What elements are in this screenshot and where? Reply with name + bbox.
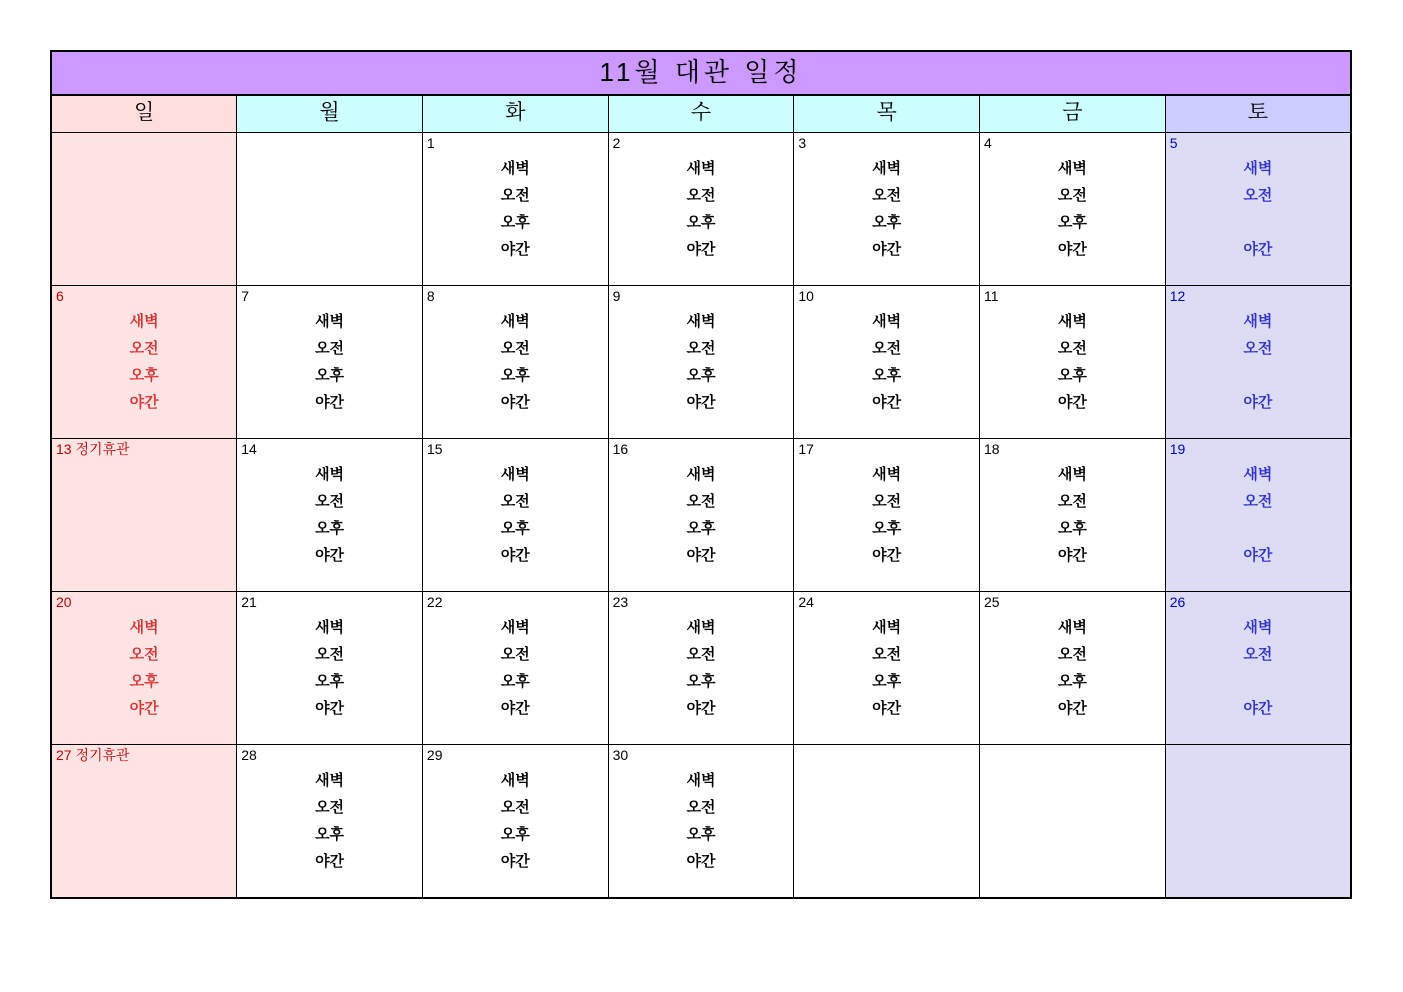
slot-empty: [1166, 668, 1350, 695]
day-number: 30: [612, 747, 629, 763]
slot-item[interactable]: 오전: [315, 340, 345, 357]
slot-list: [794, 592, 979, 722]
slot-list: [609, 592, 794, 722]
slot-item[interactable]: 오전: [315, 799, 345, 816]
day-number: 24: [798, 594, 814, 610]
slot-item[interactable]: 야간: [686, 700, 716, 717]
slot-list: [1166, 133, 1350, 263]
calendar-day-cell[interactable]: [51, 745, 237, 899]
calendar-day-cell[interactable]: [1165, 439, 1351, 592]
slot-item[interactable]: 새벽: [500, 619, 530, 636]
slot-item[interactable]: 새벽: [1243, 619, 1273, 636]
slot-list: [423, 592, 608, 722]
dow-header-sat: 토: [1165, 95, 1351, 133]
title-row: [51, 51, 1351, 95]
calendar-day-cell-empty[interactable]: [1165, 745, 1351, 899]
slot-list: [237, 592, 422, 722]
slot-item[interactable]: 야간: [500, 547, 530, 564]
day-number: 14: [241, 441, 257, 457]
slot-item[interactable]: 야간: [315, 700, 345, 717]
slot-item[interactable]: 오후: [315, 520, 345, 537]
calendar-day-cell[interactable]: [51, 439, 237, 592]
slot-item[interactable]: 오후: [500, 520, 530, 537]
slot-item[interactable]: 오후: [315, 673, 345, 690]
slot-item[interactable]: 새벽: [686, 466, 716, 483]
slot-item[interactable]: 오후: [686, 826, 716, 843]
day-number: 7: [241, 288, 249, 304]
day-number: 19: [1169, 441, 1186, 457]
slot-empty: [1166, 515, 1350, 542]
slot-item[interactable]: 야간: [500, 853, 530, 870]
dow-header-tue: 화: [422, 95, 608, 133]
calendar-week-row: [51, 592, 1351, 745]
calendar-day-cell[interactable]: [1165, 592, 1351, 745]
slot-item[interactable]: 오전: [872, 493, 902, 510]
slot-item[interactable]: 오후: [686, 367, 716, 384]
slot-item[interactable]: 새벽: [1243, 466, 1273, 483]
slot-list: [794, 439, 979, 569]
slot-item[interactable]: 야간: [1243, 241, 1273, 258]
calendar-day-cell[interactable]: [980, 592, 1166, 745]
slot-item[interactable]: 야간: [872, 700, 902, 717]
slot-item[interactable]: 오전: [686, 340, 716, 357]
slot-item[interactable]: 오후: [1057, 673, 1087, 690]
calendar-day-cell-empty[interactable]: [237, 133, 423, 286]
slot-item[interactable]: 야간: [686, 853, 716, 870]
slot-item[interactable]: 새벽: [1243, 160, 1273, 177]
slot-list: [423, 286, 608, 416]
slot-item[interactable]: 오전: [872, 187, 902, 204]
dow-header-thu: 목: [794, 95, 980, 133]
slot-item[interactable]: 새벽: [129, 619, 159, 636]
slot-item[interactable]: 새벽: [872, 160, 902, 177]
slot-list: [980, 439, 1165, 569]
calendar-day-cell[interactable]: [237, 745, 423, 899]
calendar-day-cell-empty[interactable]: [980, 745, 1166, 899]
slot-item[interactable]: 야간: [872, 547, 902, 564]
slot-item[interactable]: 새벽: [500, 772, 530, 789]
calendar-day-cell[interactable]: [1165, 133, 1351, 286]
slot-list: [1166, 592, 1350, 722]
dow-header-wed: 수: [608, 95, 794, 133]
page-title: 11월 대관 일정: [51, 51, 1351, 95]
slot-item[interactable]: 새벽: [315, 619, 345, 636]
slot-item[interactable]: 오후: [129, 367, 159, 384]
slot-item[interactable]: 오후: [686, 520, 716, 537]
day-number: 18: [984, 441, 1000, 457]
slot-item[interactable]: 오후: [872, 214, 902, 231]
slot-item[interactable]: 야간: [872, 394, 902, 411]
slot-list: [237, 439, 422, 569]
slot-item[interactable]: 오후: [500, 673, 530, 690]
slot-item[interactable]: 오후: [686, 214, 716, 231]
slot-item[interactable]: 오후: [500, 214, 530, 231]
day-number: 6: [56, 288, 64, 304]
calendar-day-cell[interactable]: [237, 439, 423, 592]
slot-item[interactable]: 야간: [1243, 547, 1273, 564]
calendar-day-cell[interactable]: [422, 745, 608, 899]
slot-empty: [1166, 362, 1350, 389]
calendar-day-cell[interactable]: [608, 439, 794, 592]
slot-item[interactable]: 오후: [686, 673, 716, 690]
slot-item[interactable]: 새벽: [686, 619, 716, 636]
day-number: 16: [612, 441, 629, 457]
slot-item[interactable]: 새벽: [129, 313, 159, 330]
slot-item[interactable]: 오전: [686, 646, 716, 663]
day-number: 21: [241, 594, 257, 610]
slot-list: [1166, 439, 1350, 569]
slot-item[interactable]: 새벽: [315, 466, 345, 483]
calendar-day-cell[interactable]: [422, 439, 608, 592]
slot-list: [980, 133, 1165, 263]
slot-item[interactable]: 오전: [315, 646, 345, 663]
slot-item[interactable]: 새벽: [686, 160, 716, 177]
slot-list: [52, 592, 236, 722]
calendar-week-row: [51, 439, 1351, 592]
slot-list: [609, 286, 794, 416]
slot-item[interactable]: 오후: [872, 520, 902, 537]
slot-item[interactable]: 오전: [500, 187, 530, 204]
slot-item[interactable]: 새벽: [500, 466, 530, 483]
day-number: 12: [1169, 288, 1186, 304]
slot-list: [423, 133, 608, 263]
slot-item[interactable]: 야간: [1057, 547, 1087, 564]
day-number: 5: [1169, 135, 1178, 151]
calendar-week-row: [51, 133, 1351, 286]
calendar-day-cell[interactable]: [980, 439, 1166, 592]
slot-empty: [1166, 209, 1350, 236]
day-number: 29: [426, 747, 443, 763]
day-number: 9: [612, 288, 621, 304]
calendar-day-cell-empty[interactable]: [794, 745, 980, 899]
day-number: 4: [984, 135, 992, 151]
day-number: 2: [612, 135, 621, 151]
day-number: 11: [984, 288, 999, 304]
slot-item[interactable]: 야간: [315, 547, 345, 564]
slot-list: [609, 133, 794, 263]
calendar-day-cell[interactable]: [237, 286, 423, 439]
calendar-day-cell[interactable]: [51, 286, 237, 439]
day-number: 17: [798, 441, 814, 457]
slot-item[interactable]: 오전: [1243, 340, 1273, 357]
calendar-day-cell[interactable]: [422, 592, 608, 745]
slot-item[interactable]: 야간: [1243, 700, 1273, 717]
slot-item[interactable]: 새벽: [1243, 313, 1273, 330]
slot-item[interactable]: 오전: [1057, 187, 1087, 204]
slot-item[interactable]: 오후: [129, 673, 159, 690]
calendar-day-cell-empty[interactable]: [51, 133, 237, 286]
slot-item[interactable]: 새벽: [1057, 313, 1087, 330]
slot-item[interactable]: 오전: [500, 340, 530, 357]
slot-item[interactable]: 야간: [1243, 394, 1273, 411]
slot-item[interactable]: 야간: [315, 853, 345, 870]
day-number: 22: [426, 594, 443, 610]
slot-item[interactable]: 새벽: [315, 313, 345, 330]
slot-item[interactable]: 오전: [872, 646, 902, 663]
calendar-day-cell[interactable]: [608, 745, 794, 899]
slot-item[interactable]: 오전: [1243, 493, 1273, 510]
slot-item[interactable]: 오전: [1057, 646, 1087, 663]
slot-list: [980, 286, 1165, 416]
calendar-day-cell[interactable]: [794, 439, 980, 592]
slot-item[interactable]: 야간: [315, 394, 345, 411]
slot-item[interactable]: 야간: [872, 241, 902, 258]
slot-item[interactable]: 오전: [686, 187, 716, 204]
slot-list: [237, 286, 422, 416]
slot-item[interactable]: 야간: [686, 394, 716, 411]
calendar-day-cell[interactable]: [51, 592, 237, 745]
slot-list: [52, 286, 236, 416]
slot-item[interactable]: 오전: [1057, 340, 1087, 357]
calendar-day-cell[interactable]: [980, 133, 1166, 286]
slot-list: [237, 745, 422, 875]
calendar-container: [50, 50, 1352, 899]
dow-header-sun: 일: [51, 95, 237, 133]
slot-item[interactable]: 야간: [1057, 241, 1087, 258]
calendar-day-cell[interactable]: [1165, 286, 1351, 439]
day-number: 25: [984, 594, 1000, 610]
slot-item[interactable]: 오전: [500, 799, 530, 816]
day-number: 27 정기휴관: [56, 747, 130, 763]
schedule-calendar: [50, 50, 1352, 899]
slot-item[interactable]: 야간: [500, 700, 530, 717]
slot-item[interactable]: 야간: [1057, 394, 1087, 411]
slot-list: [980, 592, 1165, 722]
slot-item[interactable]: 오전: [1057, 493, 1087, 510]
day-number: 3: [798, 135, 807, 151]
day-number: 1: [426, 135, 435, 151]
slot-item[interactable]: 오전: [129, 340, 159, 357]
slot-item[interactable]: 오전: [500, 646, 530, 663]
slot-item[interactable]: 오후: [1057, 367, 1087, 384]
slot-item[interactable]: 새벽: [1057, 619, 1087, 636]
slot-item[interactable]: 새벽: [686, 313, 716, 330]
slot-item[interactable]: 오후: [872, 673, 902, 690]
slot-list: [609, 745, 794, 875]
calendar-day-cell[interactable]: [237, 592, 423, 745]
slot-item[interactable]: 오전: [1243, 646, 1273, 663]
slot-item[interactable]: 새벽: [500, 313, 530, 330]
slot-item[interactable]: 새벽: [500, 160, 530, 177]
slot-item[interactable]: 오전: [315, 493, 345, 510]
slot-list: [1166, 286, 1350, 416]
day-number: 20: [56, 594, 72, 610]
day-number: 10: [798, 288, 814, 304]
slot-item[interactable]: 오후: [315, 367, 345, 384]
calendar-day-cell[interactable]: [422, 286, 608, 439]
calendar-day-cell[interactable]: [794, 592, 980, 745]
slot-item[interactable]: 야간: [686, 547, 716, 564]
day-of-week-row: [51, 95, 1351, 133]
calendar-day-cell[interactable]: [422, 133, 608, 286]
slot-list: [609, 439, 794, 569]
calendar-day-cell[interactable]: [608, 592, 794, 745]
day-number: 26: [1169, 594, 1186, 610]
calendar-day-cell[interactable]: [794, 286, 980, 439]
slot-item[interactable]: 야간: [129, 394, 159, 411]
calendar-week-row: [51, 286, 1351, 439]
slot-item[interactable]: 새벽: [686, 772, 716, 789]
slot-item[interactable]: 오전: [500, 493, 530, 510]
slot-item[interactable]: 새벽: [1057, 466, 1087, 483]
calendar-day-cell[interactable]: [980, 286, 1166, 439]
slot-item[interactable]: 오전: [686, 799, 716, 816]
day-number: 23: [612, 594, 629, 610]
slot-item[interactable]: 새벽: [872, 313, 902, 330]
calendar-day-cell[interactable]: [794, 133, 980, 286]
day-number: 28: [241, 747, 257, 763]
calendar-week-row: [51, 745, 1351, 899]
slot-item[interactable]: 야간: [500, 394, 530, 411]
slot-item[interactable]: 오후: [315, 826, 345, 843]
calendar-day-cell[interactable]: [608, 286, 794, 439]
slot-list: [423, 439, 608, 569]
slot-item[interactable]: 오후: [1057, 214, 1087, 231]
dow-header-fri: 금: [980, 95, 1166, 133]
day-number: 15: [426, 441, 443, 457]
slot-item[interactable]: 오전: [686, 493, 716, 510]
slot-item[interactable]: 야간: [1057, 700, 1087, 717]
slot-item[interactable]: 야간: [500, 241, 530, 258]
slot-item[interactable]: 오후: [500, 367, 530, 384]
slot-item[interactable]: 새벽: [872, 466, 902, 483]
slot-item[interactable]: 새벽: [872, 619, 902, 636]
calendar-day-cell[interactable]: [608, 133, 794, 286]
slot-list: [794, 133, 979, 263]
day-number: 13 정기휴관: [56, 441, 130, 457]
calendar-body: [51, 133, 1351, 899]
dow-header-mon: 월: [237, 95, 423, 133]
day-number: 8: [426, 288, 435, 304]
slot-item[interactable]: 오전: [872, 340, 902, 357]
slot-item[interactable]: 야간: [686, 241, 716, 258]
slot-item[interactable]: 새벽: [1057, 160, 1087, 177]
slot-item[interactable]: 오후: [1057, 520, 1087, 537]
slot-list: [423, 745, 608, 875]
slot-item[interactable]: 오전: [1243, 187, 1273, 204]
slot-item[interactable]: 오후: [872, 367, 902, 384]
calendar-header: [51, 51, 1351, 133]
slot-list: [794, 286, 979, 416]
slot-item[interactable]: 오전: [129, 646, 159, 663]
slot-item[interactable]: 새벽: [315, 772, 345, 789]
slot-item[interactable]: 오후: [500, 826, 530, 843]
slot-item[interactable]: 야간: [129, 700, 159, 717]
